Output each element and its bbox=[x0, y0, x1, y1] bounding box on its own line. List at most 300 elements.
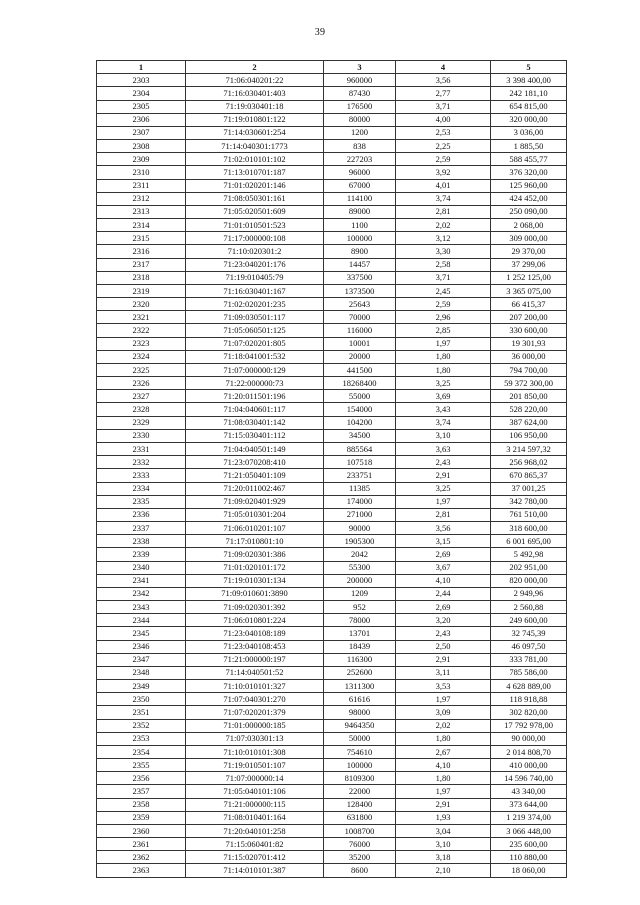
table-cell: 3 036,00 bbox=[491, 126, 567, 139]
table-cell: 2,91 bbox=[396, 798, 491, 811]
table-cell: 2350 bbox=[97, 693, 186, 706]
table-cell: 71:05:040101:106 bbox=[186, 785, 324, 798]
table-cell: 1311300 bbox=[324, 680, 396, 693]
table-row bbox=[97, 166, 567, 179]
table-cell: 2307 bbox=[97, 126, 186, 139]
table-cell: 71:20:040101:258 bbox=[186, 824, 324, 837]
table-cell: 2333 bbox=[97, 469, 186, 482]
table-row bbox=[97, 403, 567, 416]
table-cell: 1,97 bbox=[396, 495, 491, 508]
table-row bbox=[97, 429, 567, 442]
table-cell: 2306 bbox=[97, 113, 186, 126]
table-cell: 2,81 bbox=[396, 205, 491, 218]
table-cell: 71:07:000000:14 bbox=[186, 772, 324, 785]
table-cell: 2326 bbox=[97, 377, 186, 390]
table-cell: 3,69 bbox=[396, 390, 491, 403]
table-row bbox=[97, 614, 567, 627]
table-cell: 2359 bbox=[97, 811, 186, 824]
table-cell: 670 865,37 bbox=[491, 469, 567, 482]
table-cell: 201 850,00 bbox=[491, 390, 567, 403]
table-cell: 1,93 bbox=[396, 811, 491, 824]
table-cell: 3,74 bbox=[396, 416, 491, 429]
table-cell: 71:09:010601:3890 bbox=[186, 587, 324, 600]
data-table bbox=[96, 60, 567, 878]
table-cell: 4,00 bbox=[396, 113, 491, 126]
table-cell: 3,74 bbox=[396, 192, 491, 205]
table-cell: 202 951,00 bbox=[491, 561, 567, 574]
table-cell: 71:05:020501:609 bbox=[186, 205, 324, 218]
table-cell: 13701 bbox=[324, 627, 396, 640]
table-cell: 4,01 bbox=[396, 179, 491, 192]
table-cell: 34500 bbox=[324, 429, 396, 442]
table-cell: 1,80 bbox=[396, 363, 491, 376]
table-cell: 2362 bbox=[97, 851, 186, 864]
table-row bbox=[97, 113, 567, 126]
table-cell: 1008700 bbox=[324, 824, 396, 837]
table-cell: 1200 bbox=[324, 126, 396, 139]
table-cell: 2318 bbox=[97, 271, 186, 284]
table-row bbox=[97, 785, 567, 798]
table-row bbox=[97, 126, 567, 139]
table-cell: 309 000,00 bbox=[491, 232, 567, 245]
column-header: 3 bbox=[324, 61, 396, 74]
table-cell: 71:15:030401:112 bbox=[186, 429, 324, 442]
table-cell: 104200 bbox=[324, 416, 396, 429]
table-cell: 18 060,00 bbox=[491, 864, 567, 877]
table-cell: 3,71 bbox=[396, 271, 491, 284]
table-cell: 342 780,00 bbox=[491, 495, 567, 508]
table-cell: 2316 bbox=[97, 245, 186, 258]
table-cell: 2353 bbox=[97, 732, 186, 745]
table-cell: 2321 bbox=[97, 311, 186, 324]
table-cell: 2,02 bbox=[396, 719, 491, 732]
table-row bbox=[97, 192, 567, 205]
table-cell: 71:07:000000:129 bbox=[186, 363, 324, 376]
table-cell: 2309 bbox=[97, 153, 186, 166]
table-row bbox=[97, 759, 567, 772]
table-cell: 2335 bbox=[97, 495, 186, 508]
table-cell: 330 600,00 bbox=[491, 324, 567, 337]
table-cell: 960000 bbox=[324, 74, 396, 87]
table-cell: 2334 bbox=[97, 482, 186, 495]
table-cell: 233751 bbox=[324, 469, 396, 482]
table-cell: 235 600,00 bbox=[491, 838, 567, 851]
table-cell: 2305 bbox=[97, 100, 186, 113]
table-cell: 4 628 889,00 bbox=[491, 680, 567, 693]
table-cell: 71:14:040301:1773 bbox=[186, 140, 324, 153]
table-row bbox=[97, 232, 567, 245]
table-cell: 2,69 bbox=[396, 548, 491, 561]
table-row bbox=[97, 548, 567, 561]
table-cell: 71:13:010701:187 bbox=[186, 166, 324, 179]
table-cell: 22000 bbox=[324, 785, 396, 798]
table-cell: 2,81 bbox=[396, 508, 491, 521]
table-cell: 8600 bbox=[324, 864, 396, 877]
table-cell: 1 885,50 bbox=[491, 140, 567, 153]
table-cell: 78000 bbox=[324, 614, 396, 627]
table-row bbox=[97, 100, 567, 113]
table-cell: 2,85 bbox=[396, 324, 491, 337]
table-cell: 71:22:000000:73 bbox=[186, 377, 324, 390]
table-cell: 71:01:010501:523 bbox=[186, 219, 324, 232]
table-cell: 110 880,00 bbox=[491, 851, 567, 864]
table-row bbox=[97, 74, 567, 87]
table-cell: 71:06:010801:224 bbox=[186, 614, 324, 627]
table-row bbox=[97, 271, 567, 284]
table-cell: 3,56 bbox=[396, 522, 491, 535]
table-cell: 761 510,00 bbox=[491, 508, 567, 521]
table-cell: 2,59 bbox=[396, 153, 491, 166]
table-cell: 71:08:030401:142 bbox=[186, 416, 324, 429]
table-cell: 2042 bbox=[324, 548, 396, 561]
table-cell: 71:19:010801:122 bbox=[186, 113, 324, 126]
table-cell: 71:08:010401:164 bbox=[186, 811, 324, 824]
table-cell: 1373500 bbox=[324, 284, 396, 297]
table-cell: 87430 bbox=[324, 87, 396, 100]
column-header: 4 bbox=[396, 61, 491, 74]
table-row bbox=[97, 284, 567, 297]
table-row bbox=[97, 87, 567, 100]
table-body bbox=[97, 74, 567, 877]
table-cell: 2319 bbox=[97, 284, 186, 297]
table-cell: 2354 bbox=[97, 745, 186, 758]
table-cell: 2331 bbox=[97, 442, 186, 455]
page-number: 39 bbox=[314, 27, 326, 38]
table-cell: 71:15:020701:412 bbox=[186, 851, 324, 864]
table-cell: 174000 bbox=[324, 495, 396, 508]
table-cell: 1,97 bbox=[396, 785, 491, 798]
table-cell: 176500 bbox=[324, 100, 396, 113]
table-cell: 71:09:020301:386 bbox=[186, 548, 324, 561]
table-cell: 2330 bbox=[97, 429, 186, 442]
table-cell: 2,91 bbox=[396, 469, 491, 482]
table-row bbox=[97, 363, 567, 376]
table-cell: 3 214 597,32 bbox=[491, 442, 567, 455]
table-cell: 89000 bbox=[324, 205, 396, 218]
table-cell: 2 949,96 bbox=[491, 587, 567, 600]
table-cell: 71:07:020201:805 bbox=[186, 337, 324, 350]
table-row bbox=[97, 153, 567, 166]
table-cell: 2340 bbox=[97, 561, 186, 574]
table-cell: 50000 bbox=[324, 732, 396, 745]
table-cell: 3,63 bbox=[396, 442, 491, 455]
table-cell: 2343 bbox=[97, 601, 186, 614]
table-cell: 14457 bbox=[324, 258, 396, 271]
table-row bbox=[97, 219, 567, 232]
table-cell: 2312 bbox=[97, 192, 186, 205]
table-cell: 2332 bbox=[97, 456, 186, 469]
table-cell: 2,69 bbox=[396, 601, 491, 614]
table-cell: 71:05:060501:125 bbox=[186, 324, 324, 337]
table-cell: 100000 bbox=[324, 759, 396, 772]
table-cell: 3,53 bbox=[396, 680, 491, 693]
table-cell: 2313 bbox=[97, 205, 186, 218]
table-cell: 2349 bbox=[97, 680, 186, 693]
table-cell: 3,92 bbox=[396, 166, 491, 179]
header-row bbox=[97, 61, 567, 74]
table-cell: 2,45 bbox=[396, 284, 491, 297]
table-cell: 2337 bbox=[97, 522, 186, 535]
table-row bbox=[97, 337, 567, 350]
table-cell: 37 299,06 bbox=[491, 258, 567, 271]
table-cell: 1209 bbox=[324, 587, 396, 600]
table-cell: 3,12 bbox=[396, 232, 491, 245]
table-cell: 2,10 bbox=[396, 864, 491, 877]
table-cell: 20000 bbox=[324, 350, 396, 363]
table-cell: 337500 bbox=[324, 271, 396, 284]
table-row bbox=[97, 390, 567, 403]
table-cell: 2360 bbox=[97, 824, 186, 837]
table-cell: 71:14:030601:254 bbox=[186, 126, 324, 139]
table-cell: 71:20:011002:467 bbox=[186, 482, 324, 495]
table-cell: 71:09:020401:929 bbox=[186, 495, 324, 508]
table-cell: 71:07:020201:379 bbox=[186, 706, 324, 719]
table-cell: 71:16:030401:167 bbox=[186, 284, 324, 297]
table-row bbox=[97, 666, 567, 679]
table-cell: 2336 bbox=[97, 508, 186, 521]
table-row bbox=[97, 522, 567, 535]
table-cell: 3 066 448,00 bbox=[491, 824, 567, 837]
table-cell: 71:04:040601:117 bbox=[186, 403, 324, 416]
table-cell: 2,44 bbox=[396, 587, 491, 600]
table-cell: 3,20 bbox=[396, 614, 491, 627]
table-row bbox=[97, 732, 567, 745]
table-cell: 2325 bbox=[97, 363, 186, 376]
table-cell: 36 000,00 bbox=[491, 350, 567, 363]
table-cell: 2,58 bbox=[396, 258, 491, 271]
table-cell: 250 090,00 bbox=[491, 205, 567, 218]
table-cell: 3,15 bbox=[396, 535, 491, 548]
table-cell: 3,25 bbox=[396, 482, 491, 495]
table-cell: 71:06:040201:22 bbox=[186, 74, 324, 87]
table-cell: 4,10 bbox=[396, 574, 491, 587]
table-cell: 654 815,00 bbox=[491, 100, 567, 113]
table-cell: 71:09:020301:392 bbox=[186, 601, 324, 614]
table-cell: 2341 bbox=[97, 574, 186, 587]
table-cell: 71:20:011501:196 bbox=[186, 390, 324, 403]
table-row bbox=[97, 416, 567, 429]
table-cell: 2308 bbox=[97, 140, 186, 153]
table-cell: 71:21:000000:197 bbox=[186, 653, 324, 666]
table-cell: 32 745,39 bbox=[491, 627, 567, 640]
table-row bbox=[97, 851, 567, 864]
table-row bbox=[97, 587, 567, 600]
table-cell: 71:07:030301:13 bbox=[186, 732, 324, 745]
table-cell: 71:19:010301:134 bbox=[186, 574, 324, 587]
table-cell: 3,30 bbox=[396, 245, 491, 258]
table-cell: 242 181,10 bbox=[491, 87, 567, 100]
table-row bbox=[97, 574, 567, 587]
table-cell: 71:02:010101:102 bbox=[186, 153, 324, 166]
table-cell: 588 455,77 bbox=[491, 153, 567, 166]
table-row bbox=[97, 772, 567, 785]
table-cell: 820 000,00 bbox=[491, 574, 567, 587]
table-cell: 71:17:010801:10 bbox=[186, 535, 324, 548]
table-cell: 71:01:020101:172 bbox=[186, 561, 324, 574]
table-row bbox=[97, 811, 567, 824]
table-row bbox=[97, 495, 567, 508]
table-cell: 3,71 bbox=[396, 100, 491, 113]
table-cell: 2314 bbox=[97, 219, 186, 232]
table-cell: 2 560,88 bbox=[491, 601, 567, 614]
table-cell: 2,02 bbox=[396, 219, 491, 232]
table-cell: 2348 bbox=[97, 666, 186, 679]
table-cell: 71:23:070208:410 bbox=[186, 456, 324, 469]
table-cell: 2357 bbox=[97, 785, 186, 798]
table-row bbox=[97, 824, 567, 837]
table-cell: 252600 bbox=[324, 666, 396, 679]
table-cell: 333 781,00 bbox=[491, 653, 567, 666]
table-cell: 55300 bbox=[324, 561, 396, 574]
table-cell: 1 252 125,00 bbox=[491, 271, 567, 284]
table-cell: 116000 bbox=[324, 324, 396, 337]
table-cell: 2320 bbox=[97, 298, 186, 311]
table-cell: 3,56 bbox=[396, 74, 491, 87]
table-cell: 631800 bbox=[324, 811, 396, 824]
table-cell: 3 365 075,00 bbox=[491, 284, 567, 297]
table-cell: 2344 bbox=[97, 614, 186, 627]
table-cell: 2356 bbox=[97, 772, 186, 785]
table-row bbox=[97, 798, 567, 811]
column-header: 1 bbox=[97, 61, 186, 74]
table-row bbox=[97, 298, 567, 311]
table-cell: 14 596 740,00 bbox=[491, 772, 567, 785]
table-cell: 2,43 bbox=[396, 456, 491, 469]
table-cell: 71:10:020301:2 bbox=[186, 245, 324, 258]
table-cell: 2363 bbox=[97, 864, 186, 877]
table-cell: 2311 bbox=[97, 179, 186, 192]
table-cell: 100000 bbox=[324, 232, 396, 245]
table-cell: 2,43 bbox=[396, 627, 491, 640]
table-cell: 128400 bbox=[324, 798, 396, 811]
table-cell: 2,96 bbox=[396, 311, 491, 324]
table-cell: 59 372 300,00 bbox=[491, 377, 567, 390]
table-row bbox=[97, 245, 567, 258]
table-cell: 320 000,00 bbox=[491, 113, 567, 126]
table-cell: 10001 bbox=[324, 337, 396, 350]
table-cell: 66 415,37 bbox=[491, 298, 567, 311]
table-row bbox=[97, 258, 567, 271]
table-row bbox=[97, 561, 567, 574]
table-cell: 3 398 400,00 bbox=[491, 74, 567, 87]
table-cell: 71:23:040108:189 bbox=[186, 627, 324, 640]
table-cell: 71:10:010101:327 bbox=[186, 680, 324, 693]
table-cell: 29 370,00 bbox=[491, 245, 567, 258]
table-cell: 2327 bbox=[97, 390, 186, 403]
table-cell: 1,80 bbox=[396, 350, 491, 363]
table-cell: 90 000,00 bbox=[491, 732, 567, 745]
table-cell: 2,25 bbox=[396, 140, 491, 153]
table-cell: 106 950,00 bbox=[491, 429, 567, 442]
table-cell: 80000 bbox=[324, 113, 396, 126]
table-cell: 207 200,00 bbox=[491, 311, 567, 324]
table-cell: 25643 bbox=[324, 298, 396, 311]
table-cell: 71:05:010301:204 bbox=[186, 508, 324, 521]
table-cell: 2,59 bbox=[396, 298, 491, 311]
table-cell: 2346 bbox=[97, 640, 186, 653]
table-cell: 200000 bbox=[324, 574, 396, 587]
table-cell: 71:14:010101:387 bbox=[186, 864, 324, 877]
table-cell: 114100 bbox=[324, 192, 396, 205]
table-cell: 3,10 bbox=[396, 429, 491, 442]
table-cell: 2,53 bbox=[396, 126, 491, 139]
table-row bbox=[97, 601, 567, 614]
table-cell: 2342 bbox=[97, 587, 186, 600]
table-cell: 71:23:040108:453 bbox=[186, 640, 324, 653]
table-cell: 18439 bbox=[324, 640, 396, 653]
table-cell: 71:23:040201:176 bbox=[186, 258, 324, 271]
table-cell: 952 bbox=[324, 601, 396, 614]
table-cell: 71:21:000000:115 bbox=[186, 798, 324, 811]
table-cell: 3,25 bbox=[396, 377, 491, 390]
table-row bbox=[97, 140, 567, 153]
table-cell: 6 001 695,00 bbox=[491, 535, 567, 548]
table-cell: 18268400 bbox=[324, 377, 396, 390]
table-cell: 9464350 bbox=[324, 719, 396, 732]
table-cell: 2323 bbox=[97, 337, 186, 350]
table-cell: 2339 bbox=[97, 548, 186, 561]
table-row bbox=[97, 324, 567, 337]
table-cell: 3,10 bbox=[396, 838, 491, 851]
table-row bbox=[97, 838, 567, 851]
table-cell: 125 960,00 bbox=[491, 179, 567, 192]
table-cell: 71:14:040501:52 bbox=[186, 666, 324, 679]
table-row bbox=[97, 508, 567, 521]
table-row bbox=[97, 680, 567, 693]
table-cell: 118 918,88 bbox=[491, 693, 567, 706]
table-cell: 2,50 bbox=[396, 640, 491, 653]
table-cell: 794 700,00 bbox=[491, 363, 567, 376]
table-row bbox=[97, 456, 567, 469]
table-cell: 90000 bbox=[324, 522, 396, 535]
table-cell: 71:06:010201:107 bbox=[186, 522, 324, 535]
column-header: 5 bbox=[491, 61, 567, 74]
table-cell: 1100 bbox=[324, 219, 396, 232]
table-cell: 2304 bbox=[97, 87, 186, 100]
table-cell: 441500 bbox=[324, 363, 396, 376]
table-cell: 35200 bbox=[324, 851, 396, 864]
table-cell: 2 068,00 bbox=[491, 219, 567, 232]
table-cell: 71:17:000000:108 bbox=[186, 232, 324, 245]
table-row bbox=[97, 205, 567, 218]
table-row bbox=[97, 482, 567, 495]
table-row bbox=[97, 350, 567, 363]
table-cell: 271000 bbox=[324, 508, 396, 521]
table-row bbox=[97, 377, 567, 390]
table-cell: 838 bbox=[324, 140, 396, 153]
table-cell: 17 792 978,00 bbox=[491, 719, 567, 732]
table-cell: 2324 bbox=[97, 350, 186, 363]
table-cell: 3,11 bbox=[396, 666, 491, 679]
table-row bbox=[97, 469, 567, 482]
table-cell: 2317 bbox=[97, 258, 186, 271]
table-cell: 528 220,00 bbox=[491, 403, 567, 416]
table-cell: 71:09:030501:117 bbox=[186, 311, 324, 324]
table-cell: 71:10:010101:308 bbox=[186, 745, 324, 758]
table-cell: 71:15:060401:82 bbox=[186, 838, 324, 851]
table-cell: 154000 bbox=[324, 403, 396, 416]
table-cell: 107518 bbox=[324, 456, 396, 469]
table-cell: 2,77 bbox=[396, 87, 491, 100]
table-row bbox=[97, 653, 567, 666]
table-cell: 2310 bbox=[97, 166, 186, 179]
table-cell: 2347 bbox=[97, 653, 186, 666]
table-cell: 376 320,00 bbox=[491, 166, 567, 179]
table-row bbox=[97, 693, 567, 706]
table-cell: 373 644,00 bbox=[491, 798, 567, 811]
table-cell: 3,18 bbox=[396, 851, 491, 864]
table-cell: 754610 bbox=[324, 745, 396, 758]
